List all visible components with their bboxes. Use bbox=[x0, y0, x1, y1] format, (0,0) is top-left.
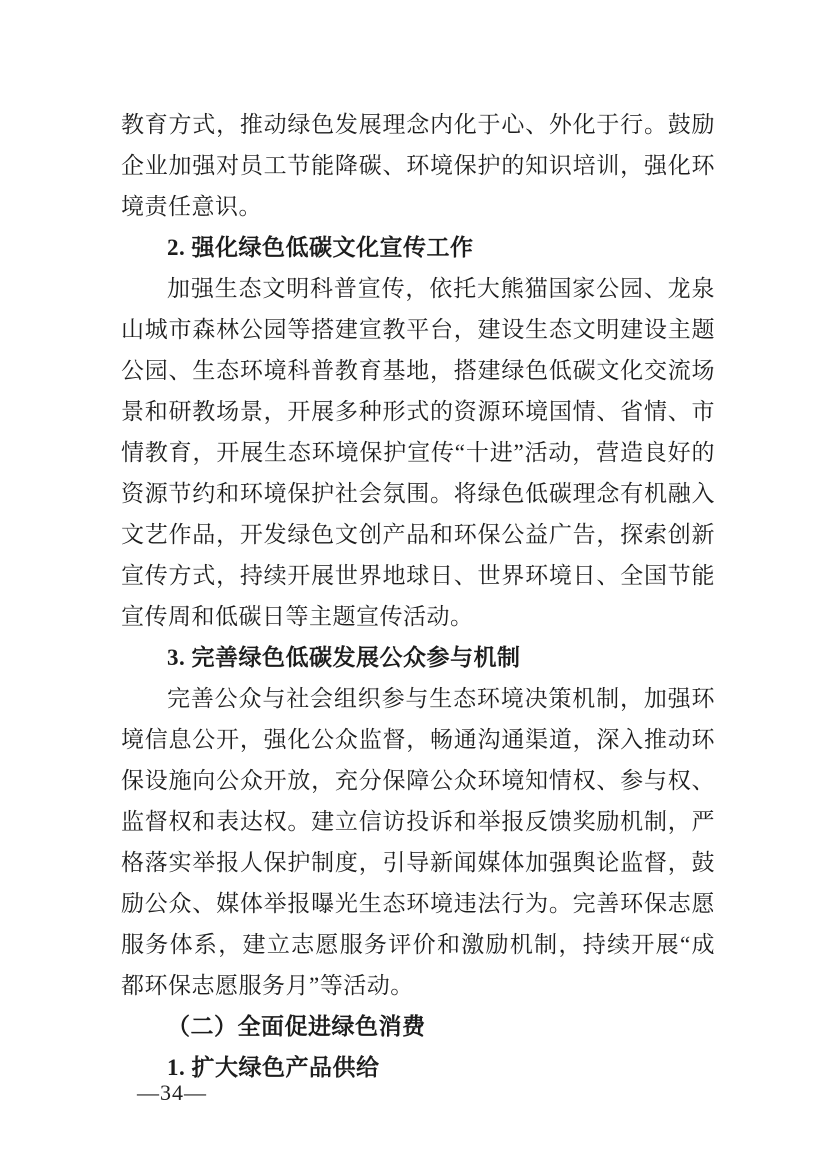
heading-section-2-green-consumption: （二）全面促进绿色消费 bbox=[167, 1014, 426, 1039]
heading-3-public-participation: 3. 完善绿色低碳发展公众参与机制 bbox=[167, 645, 521, 670]
paragraph-science-popularization: 加强生态文明科普宣传，依托大熊猫国家公园、龙泉山城市森林公园等搭建宣教平台，建设生态文明建设主题公园、生态环境科普教育基地，搭建绿色低碳文化交流场景和研教场景，开展多种形式的资源环境国情、省情、市情教育，开展生态环境保护宣传“十进”活动，营造良好的资源节约和环境保护社会氛围。将绿色低碳理念有机融入文艺作品，开发绿色文创产品和环保公益广告，探索创新宣传方式，持续开展世界地球日、世界环境日、全国节能宣传周和低碳日等主题宣传活动。 bbox=[121, 276, 715, 629]
paragraph-continuation: 教育方式，推动绿色发展理念内化于心、外化于行。鼓励企业加强对员工节能降碳、环境保护的知识培训，强化环境责任意识。 bbox=[121, 112, 715, 219]
heading-2-green-culture-promotion: 2. 强化绿色低碳文化宣传工作 bbox=[167, 235, 474, 260]
heading-1-green-product-supply: 1. 扩大绿色产品供给 bbox=[167, 1055, 380, 1080]
paragraph-public-participation: 完善公众与社会组织参与生态环境决策机制，加强环境信息公开，强化公众监督，畅通沟通渠道，深入推动环保设施向公众开放，充分保障公众环境知情权、参与权、监督权和表达权。建立信访投诉和举报反馈奖励机制，严格落实举报人保护制度，引导新闻媒体加强舆论监督，鼓励公众、媒体举报曝光生态环境违法行为。完善环保志愿服务体系，建立志愿服务评价和激励机制，持续开展“成都环保志愿服务月”等活动。 bbox=[121, 686, 715, 998]
page-number: —34— bbox=[137, 1080, 207, 1105]
document-content bbox=[121, 104, 715, 1088]
